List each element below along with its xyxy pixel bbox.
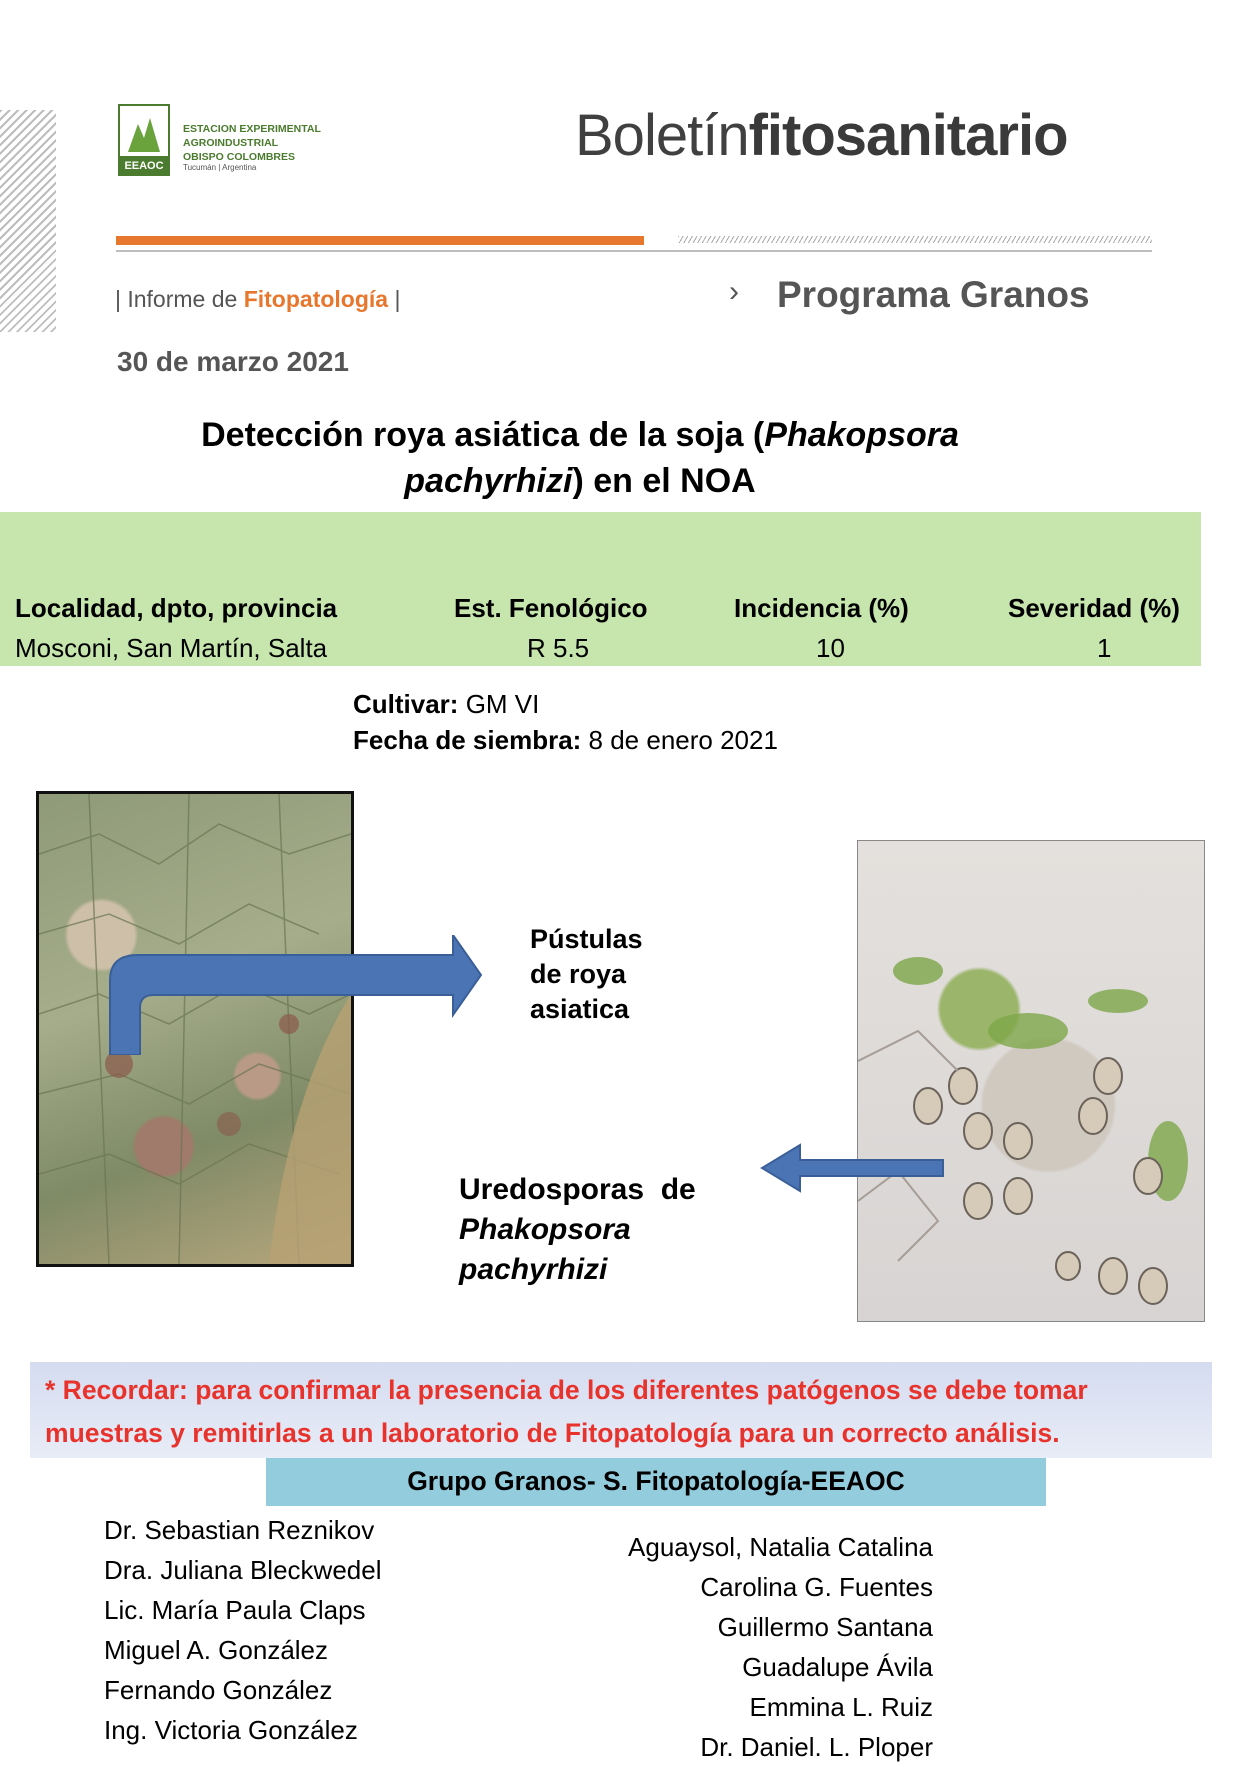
staff-name: Miguel A. González <box>104 1635 329 1665</box>
report-type-suffix: | <box>388 286 401 312</box>
sowing-date-line <box>353 722 778 758</box>
orange-divider <box>116 236 644 245</box>
uredospores-illustration <box>858 841 1204 1321</box>
decorative-hatch <box>0 110 56 332</box>
table-cell: Mosconi, San Martín, Salta <box>15 633 328 663</box>
pustules-label-line: de roya <box>530 959 627 989</box>
staff-list-left <box>104 1510 381 1750</box>
table-header: Localidad, dpto, provincia <box>15 593 338 623</box>
uredospores-label <box>459 1170 696 1290</box>
staff-name: Guadalupe Ávila <box>742 1652 933 1682</box>
sowing-date-label: Fecha de siembra: <box>353 725 582 755</box>
pustules-label <box>530 922 643 1027</box>
program-name: Programa Granos <box>777 274 1090 315</box>
cultivar-value: GM VI <box>458 689 540 719</box>
eeaoc-logo <box>118 104 170 176</box>
table-cell: 10 <box>816 633 845 663</box>
pustules-label-line: Pústulas <box>530 924 643 954</box>
table-header: Incidencia (%) <box>734 593 909 623</box>
reminder-text: * Recordar: para confirmar la presencia de los diferentes patógenos se debe tomar muestras y remitirlas a un laboratorio de Fitopatología para un correcto análisis. <box>45 1375 1088 1448</box>
sowing-date-value: 8 de enero 2021 <box>581 725 778 755</box>
bulletin-title <box>575 102 1068 169</box>
staff-name: Aguaysol, Natalia Catalina <box>628 1532 933 1562</box>
bulletin-title-bold: fitosanitario <box>748 103 1068 168</box>
staff-name: Dr. Daniel. L. Ploper <box>700 1732 933 1762</box>
title-text: Detección roya asiática de la soja ( <box>201 416 765 454</box>
uredospores-label-line: Uredosporas de <box>459 1173 696 1206</box>
logo-line: AGROINDUSTRIAL <box>183 137 279 149</box>
uredospores-genus: Phakopsora <box>459 1213 631 1246</box>
chevron-right-icon: › <box>729 275 739 308</box>
microscopy-photo <box>857 840 1205 1322</box>
report-date: 30 de marzo 2021 <box>117 346 349 377</box>
title-genus: Phakopsora <box>764 416 959 454</box>
logo-institution-name <box>183 122 321 164</box>
hatched-divider <box>678 236 1152 243</box>
table-header: Severidad (%) <box>1008 593 1180 623</box>
staff-name: Dra. Juliana Bleckwedel <box>104 1555 382 1585</box>
bulletin-title-light: Boletín <box>575 103 749 168</box>
staff-name: Emmina L. Ruiz <box>749 1692 933 1722</box>
report-type-highlight: Fitopatología <box>243 286 389 312</box>
table-cell: 1 <box>1097 633 1112 663</box>
table-cell: R 5.5 <box>527 633 590 663</box>
staff-name: Dr. Sebastian Reznikov <box>104 1515 375 1545</box>
staff-name: Guillermo Santana <box>717 1612 933 1642</box>
logo-line: ESTACION EXPERIMENTAL <box>183 123 321 135</box>
uredospores-species: pachyrhizi <box>459 1253 608 1286</box>
curved-arrow-icon <box>108 935 488 1055</box>
pustules-label-line: asiatica <box>530 994 630 1024</box>
report-title <box>100 412 1060 504</box>
logo-line: OBISPO COLOMBRES <box>183 151 296 163</box>
staff-name: Carolina G. Fuentes <box>700 1572 933 1602</box>
staff-name: Ing. Victoria González <box>104 1715 358 1745</box>
group-name: Grupo Granos- S. Fitopatología-EEAOC <box>407 1466 905 1496</box>
staff-list-right <box>628 1527 933 1767</box>
cultivar-label: Cultivar: <box>353 689 459 719</box>
cultivar-line <box>353 686 778 722</box>
staff-name: Fernando González <box>104 1675 333 1705</box>
logo-badge: EEAOC <box>124 160 164 172</box>
gray-divider <box>116 250 1152 252</box>
report-type-prefix: | Informe de <box>115 286 244 312</box>
arrow-left-icon <box>760 1143 944 1193</box>
title-text: ) en el NOA <box>572 462 756 500</box>
crop-details <box>353 686 778 758</box>
staff-name: Lic. María Paula Claps <box>104 1595 366 1625</box>
report-type <box>115 286 400 313</box>
logo-location: Tucumán | Argentina <box>183 163 257 172</box>
title-species: pachyrhizi <box>404 462 573 500</box>
table-header: Est. Fenológico <box>454 593 648 623</box>
